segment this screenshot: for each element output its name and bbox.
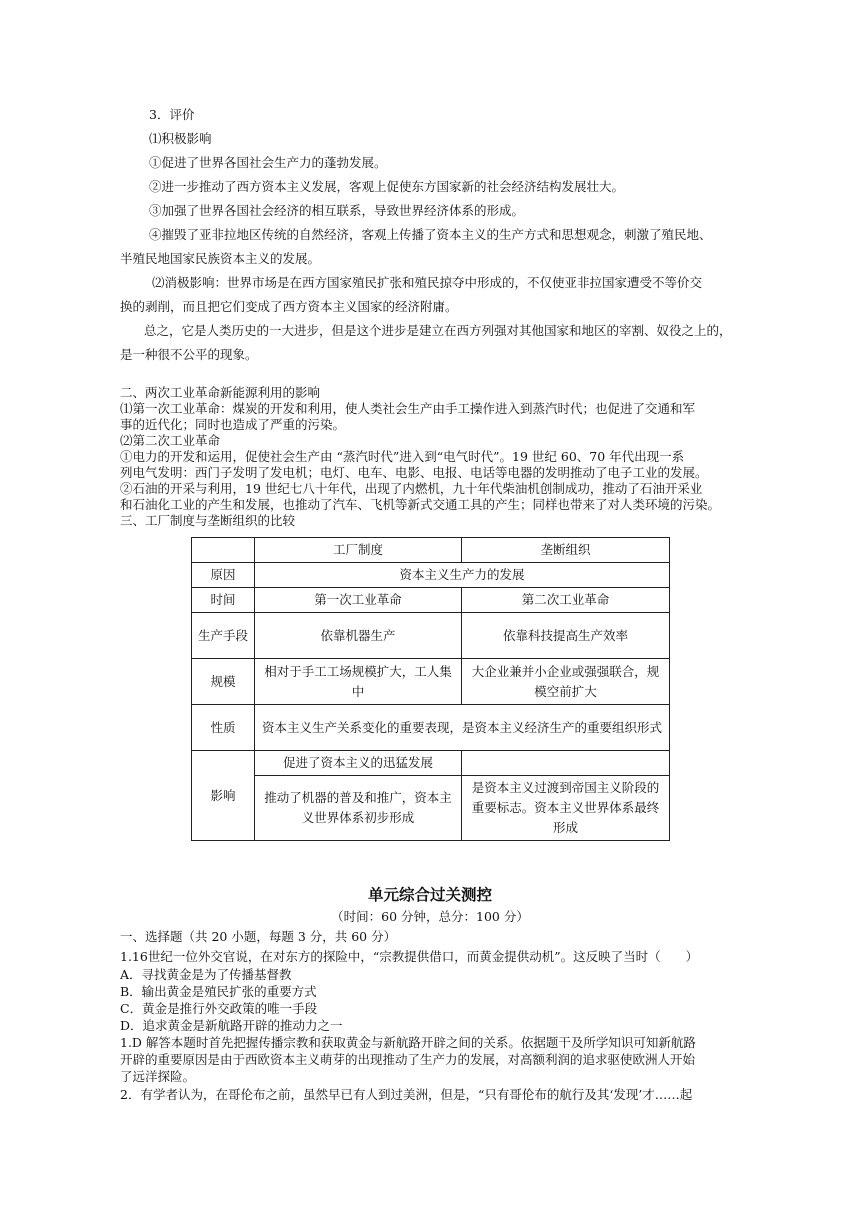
nature-value: 资本主义生产关系变化的重要表现，是资本主义经济生产的重要组织形式 xyxy=(255,705,670,751)
electricity-line2: 列电气发明：西门子发明了发电机；电灯、电车、电影、电报、电话等电器的发明推动了电子工业的发展。 xyxy=(120,465,708,480)
option-a: A．寻找黄金是为了传播基督教 xyxy=(120,967,292,982)
comparison-table xyxy=(191,537,670,841)
time-monopoly: 第二次工业革命 xyxy=(462,588,670,613)
table-row xyxy=(192,588,670,613)
positive-point-4-line2: 半殖民地国家民族资本主义的发展。 xyxy=(120,251,321,266)
row-label-production-means: 生产手段 xyxy=(192,613,255,659)
table-row xyxy=(192,705,670,751)
positive-point-2: ②进一步推动了西方资本主义发展，客观上促使东方国家新的社会经济结构发展壮大。 xyxy=(149,179,625,194)
table-row xyxy=(192,538,670,563)
cause-value: 资本主义生产力的发展 xyxy=(255,563,670,588)
negative-impact-line2: 换的剥削，而且把它们变成了西方资本主义国家的经济附庸。 xyxy=(120,299,458,314)
oil-line2: 和石油化工业的产生和发展，也推动了汽车、飞机等新式交通工具的产生；同样也带来了对人类环境的污染。 xyxy=(120,497,721,512)
section-two-heading: 二、两次工业革命新能源利用的影响 xyxy=(120,385,321,400)
table-row xyxy=(192,776,670,841)
choice-section-heading: 一、选择题（共 20 小题，每题 3 分，共 60 分） xyxy=(120,929,397,944)
test-subtitle: （时间：60 分钟，总分：100 分） xyxy=(331,909,529,924)
positive-point-1: ①促进了世界各国社会生产力的蓬勃发展。 xyxy=(149,155,387,170)
table-corner-cell xyxy=(192,538,255,563)
summary-line2: 是一种很不公平的现象。 xyxy=(120,347,258,362)
positive-point-3: ③加强了世界各国社会经济的相互联系，导致世界经济体系的形成。 xyxy=(149,203,525,218)
row-label-time: 时间 xyxy=(192,588,255,613)
header-monopoly-organization: 垄断组织 xyxy=(462,538,670,563)
means-factory: 依靠机器生产 xyxy=(255,613,462,659)
question-2: 2．有学者认为，在哥伦布之前，虽然早已有人到过美洲，但是，“只有哥伦布的航行及其‘发现’才……起 xyxy=(120,1087,693,1102)
impact-shared: 促进了资本主义的迅猛发展 xyxy=(255,751,462,776)
row-label-scale: 规模 xyxy=(192,659,255,705)
summary-line1: 总之，它是人类历史的一大进步，但是这个进步是建立在西方列强对其他国家和地区的宰割、奴役之上的， xyxy=(144,323,732,338)
scale-monopoly: 大企业兼并小企业或强强联合，规模空前扩大 xyxy=(462,659,670,705)
row-label-impact: 影响 xyxy=(192,751,255,841)
section-heading-evaluation: 3．评价 xyxy=(149,107,195,122)
positive-point-4-line1: ④摧毁了亚非拉地区传统的自然经济，客观上传播了资本主义的生产方式和思想观念，刺激了殖民地、 xyxy=(149,227,712,242)
question-1: 1.16世纪一位外交官说，在对东方的探险中，“宗教提供借口，而黄金提供动机”。这反映了当时（ ） xyxy=(120,949,699,964)
table-row xyxy=(192,751,670,776)
negative-impact-line1: ⑵消极影响：世界市场是在西方国家殖民扩张和殖民掠夺中形成的，不仅使亚非拉国家遭受不等价交 xyxy=(152,275,703,290)
row-label-cause: 原因 xyxy=(192,563,255,588)
impact-monopoly: 是资本主义过渡到帝国主义阶段的重要标志。资本主义世界体系最终形成 xyxy=(462,776,670,841)
electricity-line1: ①电力的开发和运用，促使社会生产由 “蒸汽时代”进入到“电气时代”。19 世纪 60、70 年代出现一系 xyxy=(120,449,685,464)
second-revolution-heading: ⑵第二次工业革命 xyxy=(120,433,221,448)
oil-line1: ②石油的开采与利用，19 世纪七八十年代，出现了内燃机，九十年代柴油机创制成功，推动了石油开采业 xyxy=(120,481,703,496)
option-c: C．黄金是推行外交政策的唯一手段 xyxy=(120,1001,318,1016)
answer-1-line2: 开辟的重要原因是由于西欧资本主义萌芽的出现推动了生产力的发展，对高额利润的追求驱使欧洲人开始 xyxy=(120,1052,696,1067)
first-revolution-line2: 事的近代化；同时也造成了严重的污染。 xyxy=(120,417,346,432)
header-factory-system: 工厂制度 xyxy=(255,538,462,563)
answer-1-line1: 1.D 解答本题时首先把握传播宗教和获取黄金与新航路开辟之间的关系。依据题干及所学知识可知新航路 xyxy=(120,1035,696,1050)
table-row xyxy=(192,563,670,588)
answer-1-line3: 了远洋探险。 xyxy=(120,1069,196,1084)
time-factory: 第一次工业革命 xyxy=(255,588,462,613)
test-title: 单元综合过关测控 xyxy=(367,886,492,904)
option-d: D．追求黄金是新航路开辟的推动力之一 xyxy=(120,1018,343,1033)
table-row xyxy=(192,613,670,659)
positive-impact-heading: ⑴积极影响 xyxy=(149,131,212,146)
impact-factory: 推动了机器的普及和推广，资本主义世界体系初步形成 xyxy=(255,776,462,841)
table-row xyxy=(192,659,670,705)
impact-blank-cell xyxy=(462,751,670,776)
first-revolution-line1: ⑴第一次工业革命：煤炭的开发和利用，使人类社会生产由手工操作进入到蒸汽时代；也促进了交通和军 xyxy=(120,401,696,416)
section-three-heading: 三、工厂制度与垄断组织的比较 xyxy=(120,513,296,528)
row-label-nature: 性质 xyxy=(192,705,255,751)
option-b: B．输出黄金是殖民扩张的重要方式 xyxy=(120,984,317,999)
means-monopoly: 依靠科技提高生产效率 xyxy=(462,613,670,659)
scale-factory: 相对于手工工场规模扩大，工人集中 xyxy=(255,659,462,705)
